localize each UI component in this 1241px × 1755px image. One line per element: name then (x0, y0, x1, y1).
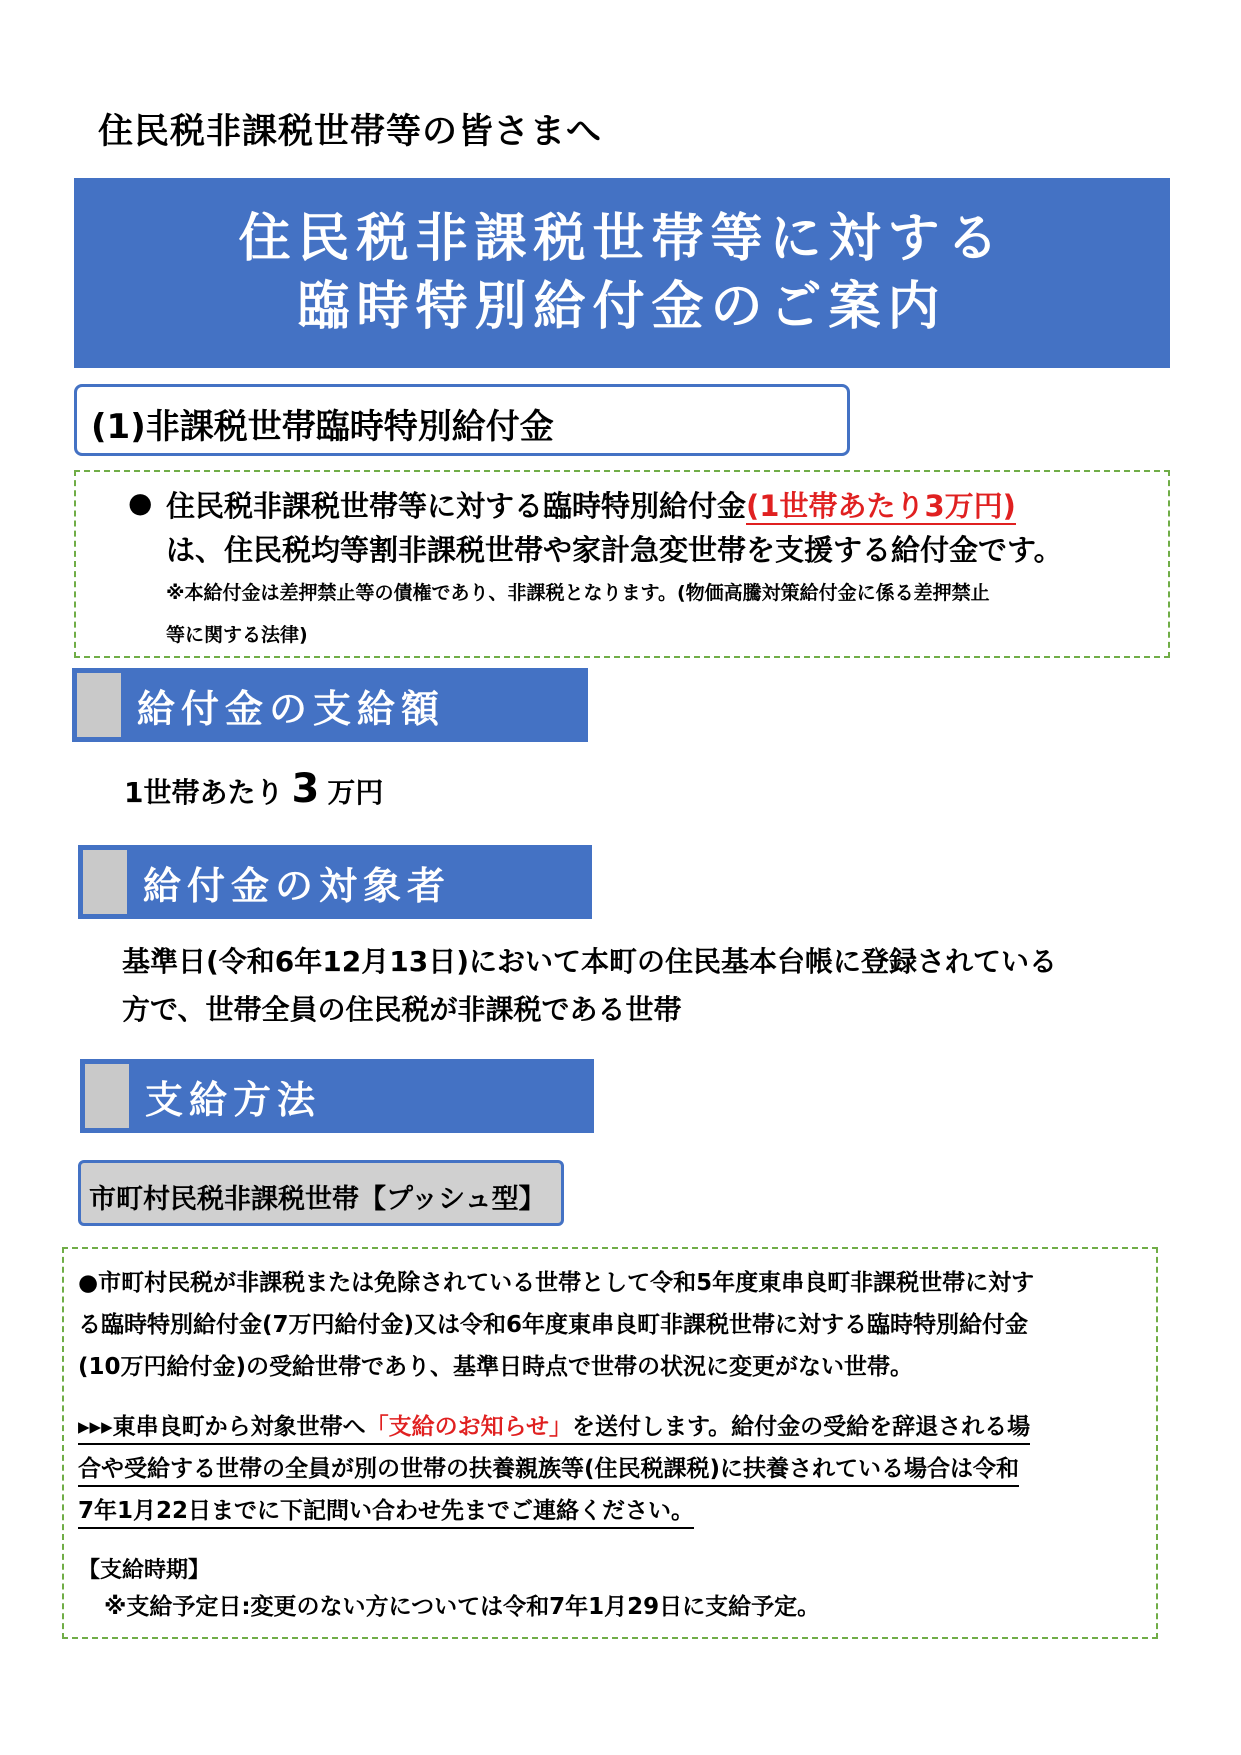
intro-line-1-text: 住民税非課税世帯等に対する臨時特別給付金 (166, 489, 747, 523)
title-line-1: 住民税非課税世帯等に対する (238, 209, 1006, 269)
title-banner (74, 178, 1170, 368)
section-heading-method-label: 支給方法 (145, 1077, 322, 1122)
notice-prefix: ▸▸▸東串良町から対象世帯へ (78, 1414, 366, 1440)
amount-value: 3 (291, 766, 320, 812)
intro-bullet: ● (128, 486, 153, 519)
section-marker (77, 673, 121, 737)
target-line-1: 基準日(令和6年12月13日)において本町の住民基本台帳に登録されている (122, 945, 1058, 978)
intro-note-2: 等に関する法律) (166, 624, 308, 646)
intro-note-1: ※本給付金は差押禁止等の債権であり、非課税となります。(物価高騰対策給付金に係る差押禁止 (166, 582, 990, 604)
addressee-heading: 住民税非課税世帯等の皆さまへ (98, 112, 603, 152)
amount-text (124, 766, 383, 812)
notice-highlight: 「支給のお知らせ」 (365, 1414, 572, 1440)
notice-line-3: 7年1月22日までに下記問い合わせ先までご連絡ください。 (78, 1492, 694, 1529)
title-line-2: 臨時特別給付金のご案内 (297, 277, 947, 337)
payment-period-title: 【支給時期】 (78, 1558, 211, 1583)
push-type-tag: 市町村民税非課税世帯【プッシュ型】 (78, 1160, 564, 1226)
subheader-box: (1)非課税世帯臨時特別給付金 (74, 384, 850, 456)
section-marker (83, 850, 127, 914)
intro-line-2: は、住民税均等割非課税世帯や家計急変世帯を支援する給付金です。 (166, 533, 1063, 567)
section-heading-amount (72, 668, 588, 742)
intro-amount-highlight: (1世帯あたり3万円) (746, 489, 1016, 523)
notice-suffix: を送付します。給付金の受給を辞退される場 (571, 1414, 1031, 1440)
notice-line-1 (78, 1408, 1030, 1445)
method-line-1: ●市町村民税が非課税または免除されている世帯として令和5年度東串良町非課税世帯に対す (78, 1270, 1035, 1296)
target-line-2: 方で、世帯全員の住民税が非課税である世帯 (122, 993, 682, 1026)
method-line-3: (10万円給付金)の受給世帯であり、基準日時点で世帯の状況に変更がない世帯。 (78, 1354, 914, 1380)
intro-line-1 (166, 484, 1016, 525)
amount-prefix: 1世帯あたり (124, 776, 284, 809)
payment-period-text: ※支給予定日:変更のない方については令和7年1月29日に支給予定。 (104, 1594, 821, 1620)
amount-suffix: 万円 (327, 776, 384, 809)
notice-line-2: 合や受給する世帯の全員が別の世帯の扶養親族等(住民税課税)に扶養されている場合は令和 (78, 1450, 1019, 1487)
section-heading-target-label: 給付金の対象者 (143, 863, 452, 908)
section-marker (85, 1064, 129, 1128)
section-heading-method (80, 1059, 594, 1133)
method-line-2: る臨時特別給付金(7万円給付金)又は令和6年度東串良町非課税世帯に対する臨時特別給付金 (78, 1312, 1029, 1338)
section-heading-target (78, 845, 592, 919)
section-heading-amount-label: 給付金の支給額 (137, 686, 446, 731)
